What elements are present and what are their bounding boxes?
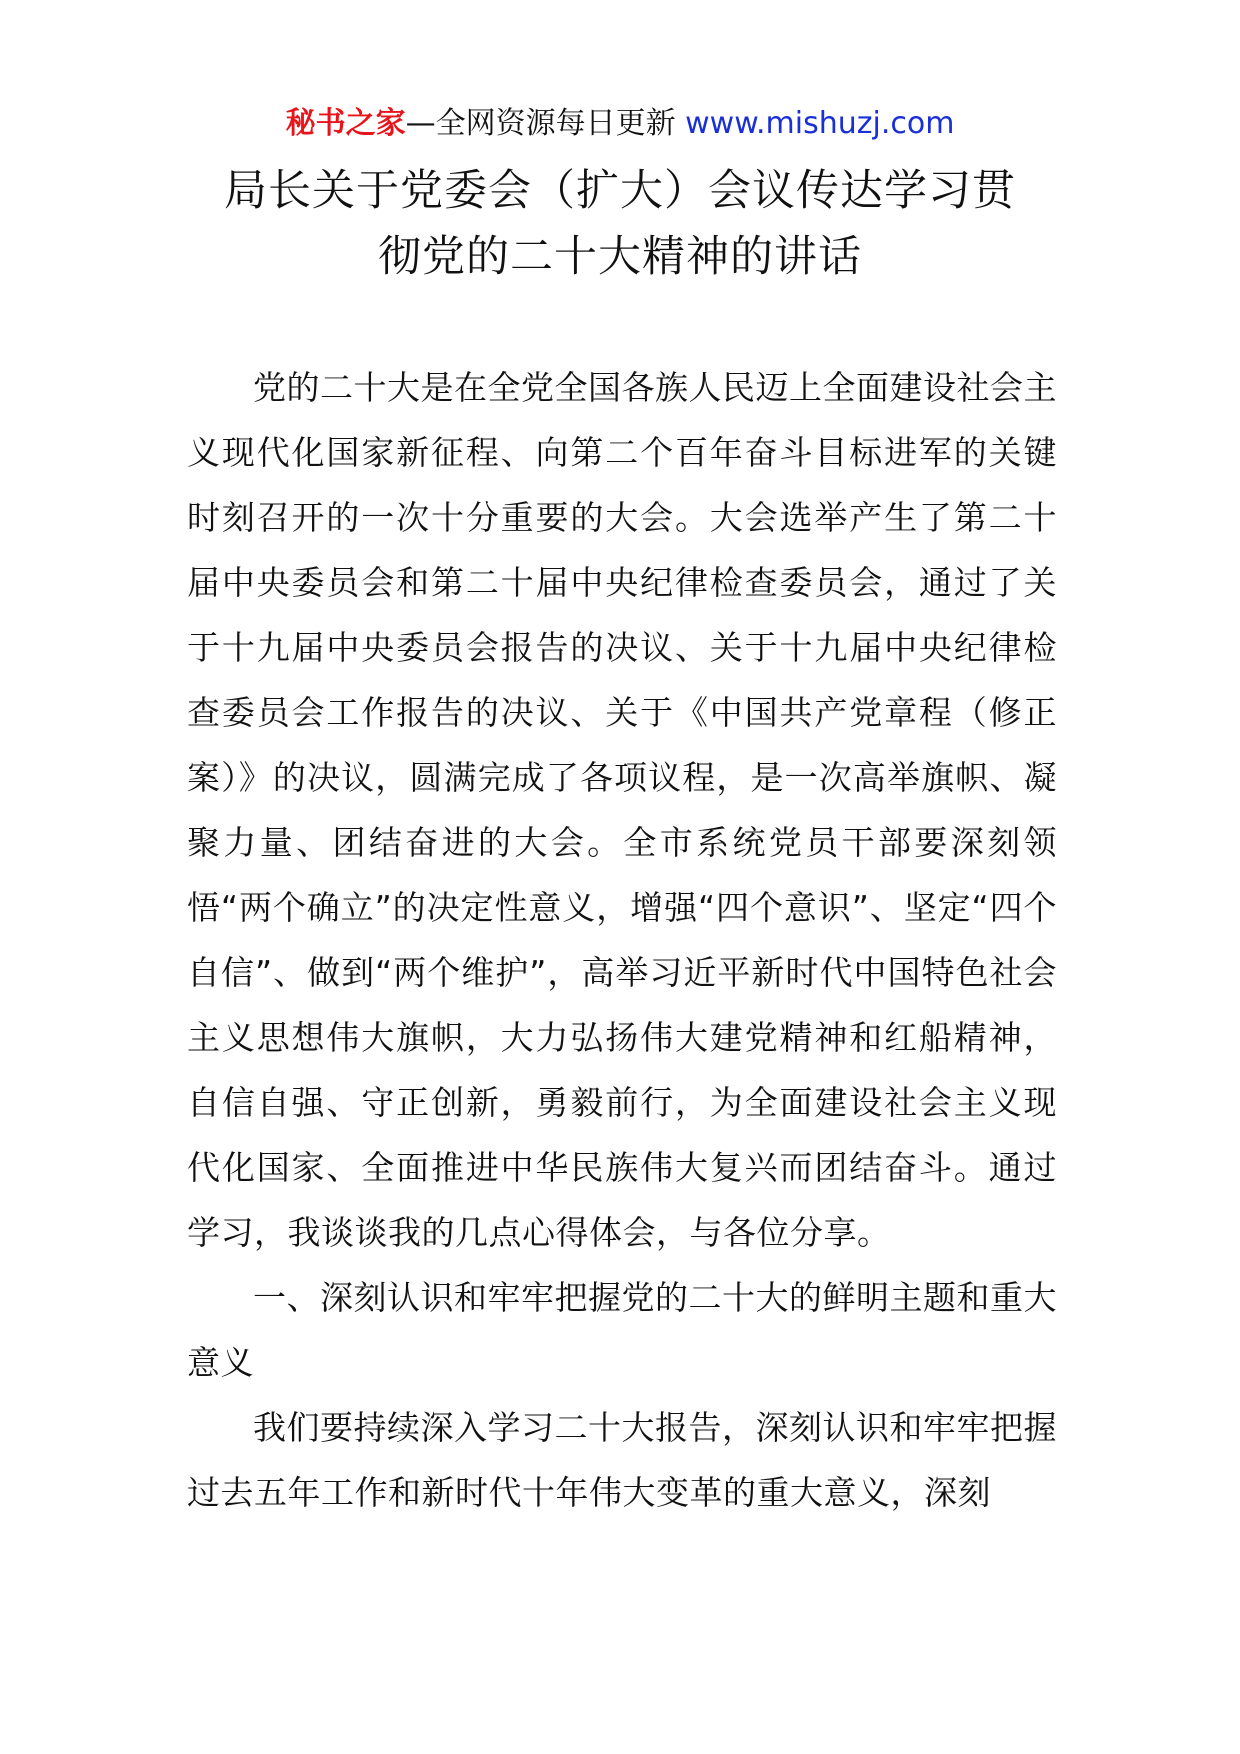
document-title <box>190 158 1050 290</box>
document-body <box>187 355 1057 1525</box>
paragraph-section-1: 我们要持续深入学习二十大报告，深刻认识和牢牢把握过去五年工作和新时代十年伟大变革的重大意义，深刻 <box>187 1408 1057 1512</box>
brand-name[interactable]: 秘书之家 <box>285 106 406 141</box>
title-line-2: 彻党的二十大精神的讲话 <box>378 232 862 282</box>
header-tagline: —全网资源每日更新 <box>405 106 686 141</box>
site-url-link[interactable]: www.mishuzj.com <box>685 106 955 141</box>
section-heading-1: 一、深刻认识和牢牢把握党的二十大的鲜明主题和重大意义 <box>187 1278 1057 1382</box>
title-line-1: 局长关于党委会（扩大）会议传达学习贯 <box>224 166 1016 216</box>
paragraph-intro: 党的二十大是在全党全国各族人民迈上全面建设社会主义现代化国家新征程、向第二个百年奋斗目标进军的关键时刻召开的一次十分重要的大会。大会选举产生了第二十届中央委员会和第二十届中央纪律检查委员会，通过了关于十九届中央委员会报告的决议、关于十九届中央纪律检查委员会工作报告的决议、关于《中国共产党章程（修正案）》的决议，圆满完成了各项议程，是一次高举旗帜、凝聚力量、团结奋进的大会。全市系统党员干部要深刻领悟“两个确立”的决定性意义，增强“四个意识”、坚定“四个自信”、做到“两个维护”，高举习近平新时代中国特色社会主义思想伟大旗帜，大力弘扬伟大建党精神和红船精神，自信自强、守正创新，勇毅前行，为全面建设社会主义现代化国家、全面推进中华民族伟大复兴而团结奋斗。通过学习，我谈谈我的几点心得体会，与各位分享。 <box>187 368 1057 1252</box>
site-header <box>0 100 1240 148</box>
